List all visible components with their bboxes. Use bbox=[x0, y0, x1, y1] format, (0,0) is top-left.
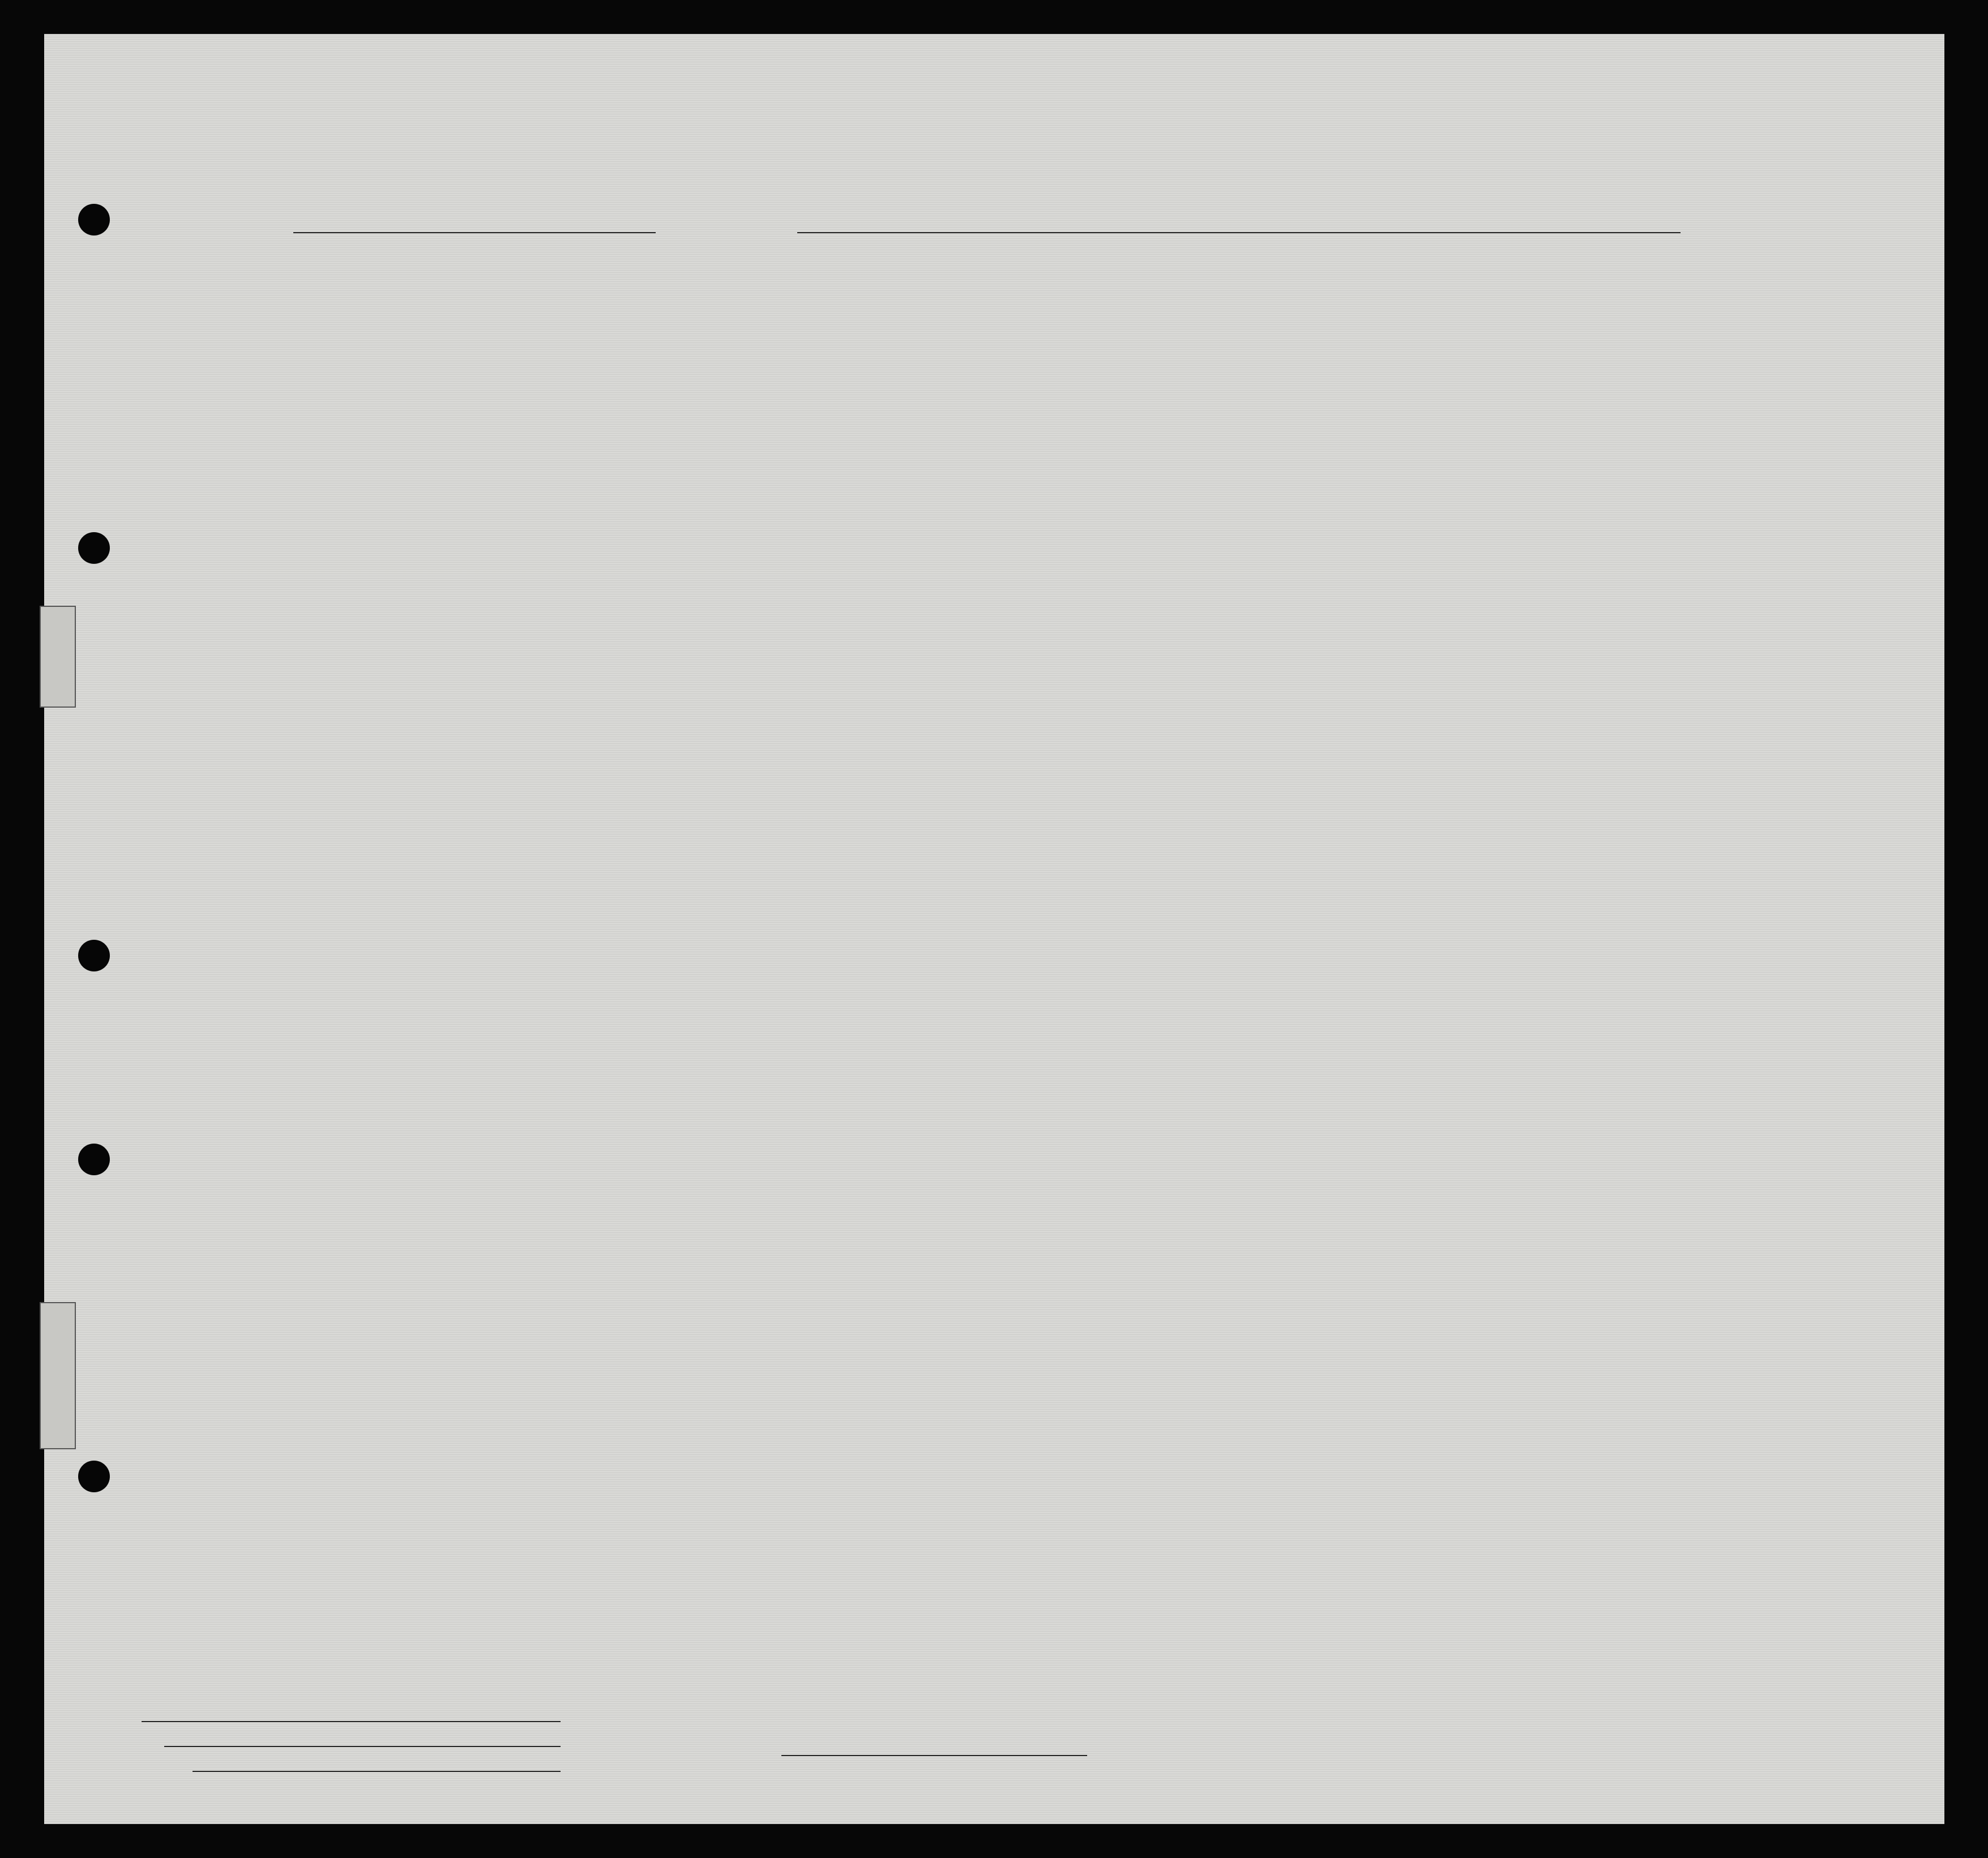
sheet-no bbox=[1760, 77, 1765, 92]
crew-table bbox=[85, 249, 1943, 1644]
repair-tape bbox=[40, 1302, 76, 1449]
repair-tape bbox=[40, 606, 76, 708]
punch-hole bbox=[78, 204, 110, 236]
